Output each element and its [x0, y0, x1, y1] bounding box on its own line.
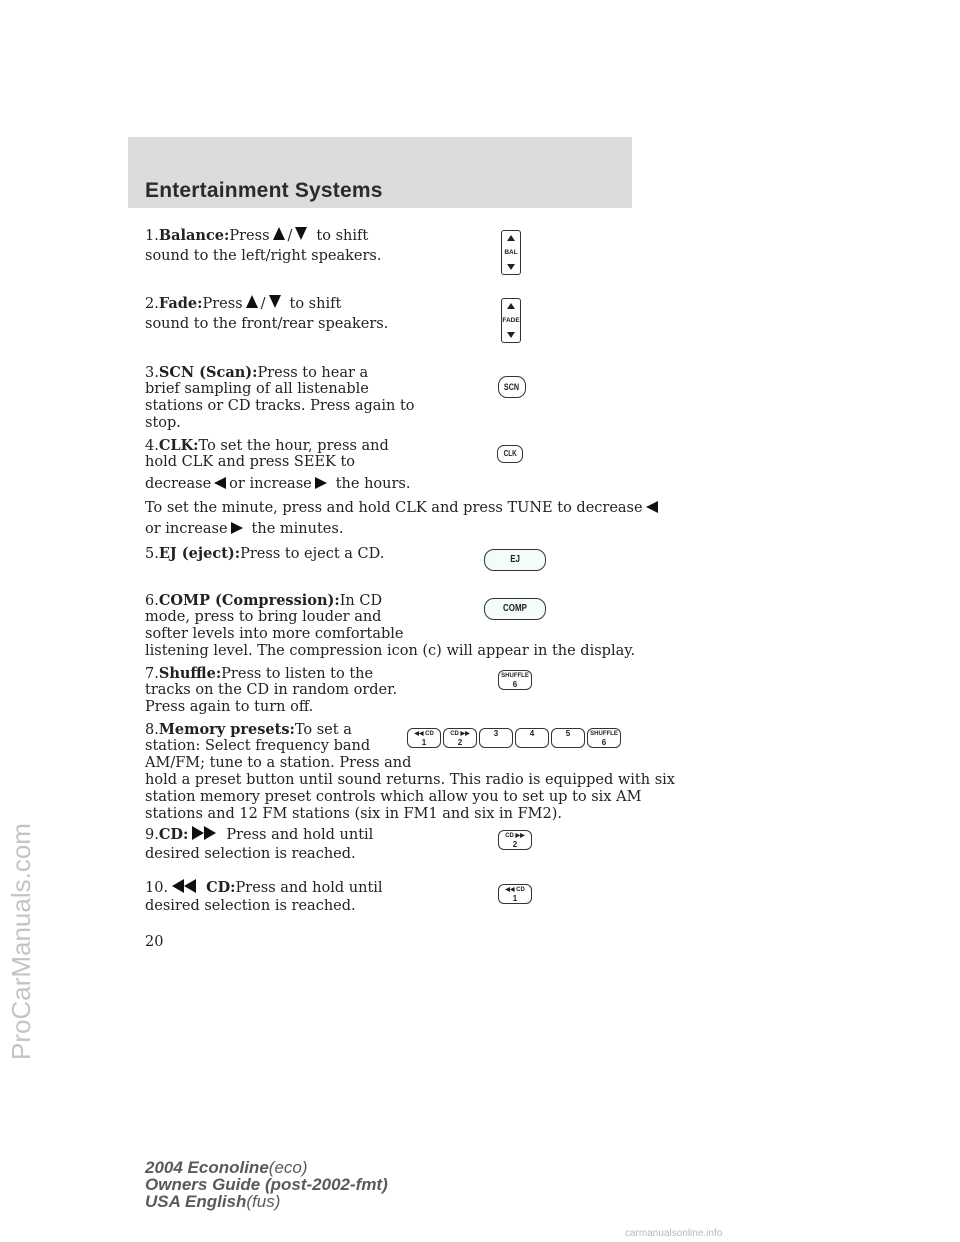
rewind-icon	[172, 879, 196, 898]
scan-item-line3: stations or CD tracks. Press again to	[145, 398, 415, 414]
scan-item: 3.SCN (Scan):Press to hear a	[145, 364, 369, 381]
preset-button-2[interactable]: CD ▶▶ 2	[443, 728, 477, 748]
preset-button-3[interactable]: 3	[479, 728, 513, 748]
right-arrow-icon	[231, 522, 243, 534]
balance-item: 1.Balance:Press / to shift	[145, 227, 369, 244]
clock-item-line3: decrease or increase the hours.	[145, 476, 411, 492]
compression-item: 6.COMP (Compression):In CD	[145, 592, 383, 609]
cd-reverse-button[interactable]: ◀◀ CD 1	[498, 884, 532, 904]
section-header	[128, 137, 632, 208]
preset-button-1[interactable]: ◀◀ CD 1	[407, 728, 441, 748]
presets-item-line2: station: Select frequency band	[145, 738, 371, 754]
eject-item: 5.EJ (eject):Press to eject a CD.	[145, 545, 385, 562]
clock-item-line2: hold CLK and press SEEK to	[145, 454, 356, 470]
clock-button[interactable]: CLK	[497, 445, 523, 463]
preset-buttons-row	[407, 728, 622, 748]
section-title: Entertainment Systems	[145, 179, 383, 202]
clock-item: 4.CLK:To set the hour, press and	[145, 437, 389, 454]
shuffle-item-line2: tracks on the CD in random order.	[145, 682, 398, 698]
fade-item: 2.Fade:Press / to shift	[145, 295, 342, 312]
left-arrow-icon	[214, 477, 226, 489]
left-arrow-icon	[646, 501, 658, 513]
preset-button-6[interactable]: SHUFFLE 6	[587, 728, 621, 748]
presets-item-line3: AM/FM; tune to a station. Press and	[145, 755, 412, 771]
scan-button[interactable]: SCN	[498, 376, 526, 398]
bottom-watermark: carmanualsonline.info	[625, 1228, 723, 1239]
compression-item-line3: softer levels into more comfortable	[145, 626, 404, 642]
compression-item-line4: listening level. The compression icon (c) will appear in the display.	[145, 643, 636, 659]
presets-item-line6: stations and 12 FM stations (six in FM1 and six in FM2).	[145, 806, 563, 822]
down-arrow-icon	[295, 227, 307, 240]
page-number: 20	[145, 934, 164, 950]
shuffle-item-line3: Press again to turn off.	[145, 699, 314, 715]
up-arrow-icon	[507, 235, 515, 241]
cd-reverse-item-line2: desired selection is reached.	[145, 898, 356, 914]
preset-button-4[interactable]: 4	[515, 728, 549, 748]
clock-minute-line: To set the minute, press and hold CLK and press TUNE to decrease	[145, 500, 661, 517]
presets-item: 8.Memory presets:To set a	[145, 721, 352, 738]
fast-forward-icon	[192, 826, 216, 845]
cd-forward-button[interactable]: CD ▶▶ 2	[498, 830, 532, 850]
presets-item-line5: station memory preset controls which allow you to set up to six AM	[145, 789, 642, 805]
right-arrow-icon	[315, 477, 327, 489]
scan-item-line2: brief sampling of all listenable	[145, 381, 369, 397]
down-arrow-icon	[507, 332, 515, 338]
fade-button[interactable]: FADE	[501, 298, 521, 343]
preset-button-5[interactable]: 5	[551, 728, 585, 748]
down-arrow-icon	[269, 295, 281, 308]
up-arrow-icon	[507, 303, 515, 309]
shuffle-item: 7.Shuffle:Press to listen to the	[145, 665, 374, 682]
cd-reverse-item: 10. CD:Press and hold until	[145, 879, 383, 896]
up-arrow-icon	[246, 295, 258, 308]
balance-button[interactable]: BAL	[501, 230, 521, 275]
shuffle-button[interactable]: SHUFFLE 6	[498, 670, 532, 690]
cd-forward-item-line2: desired selection is reached.	[145, 846, 356, 862]
footer: 2004 Econoline(eco) Owners Guide (post-2002-fmt) USA English(fus)	[145, 1158, 388, 1211]
cd-forward-item: 9.CD: Press and hold until	[145, 826, 374, 843]
presets-item-line4: hold a preset button until sound returns. This radio is equipped with six	[145, 772, 675, 788]
watermark: ProCarManuals.com	[6, 823, 36, 1060]
clock-minute-line2: or increase the minutes.	[145, 521, 344, 537]
fade-item-line2: sound to the front/rear speakers.	[145, 316, 389, 332]
compression-item-line2: mode, press to bring louder and	[145, 609, 382, 625]
up-arrow-icon	[273, 227, 285, 240]
compression-button[interactable]: COMP	[484, 598, 546, 620]
eject-button[interactable]: EJ	[484, 549, 546, 571]
scan-item-line4: stop.	[145, 415, 181, 431]
balance-item-line2: sound to the left/right speakers.	[145, 248, 382, 264]
down-arrow-icon	[507, 264, 515, 270]
